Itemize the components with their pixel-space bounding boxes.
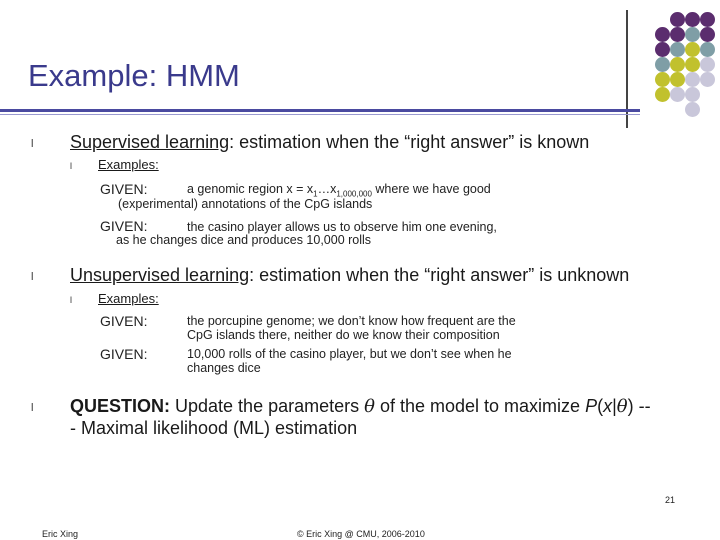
given1-sub1: 1	[313, 189, 318, 199]
slide-title: Example: HMM	[28, 58, 240, 93]
question-label: QUESTION:	[70, 396, 171, 416]
unsupervised-given1-line2: CpG islands there, neither do we know their composition	[187, 328, 500, 342]
decor-dot	[655, 27, 670, 42]
supervised-given1-line2: (experimental) annotations of the CpG islands	[118, 197, 373, 211]
decor-dot	[655, 72, 670, 87]
decor-dot	[670, 12, 685, 27]
bullet-dot-icon: l	[31, 271, 34, 283]
decor-dot	[655, 57, 670, 72]
supervised-given2-line2: as he changes dice and produces 10,000 rolls	[116, 233, 372, 247]
question-text-c: --	[633, 396, 651, 416]
decor-dot-grid	[640, 12, 716, 118]
decor-dot	[670, 87, 685, 102]
supervised-given2-label: GIVEN:	[100, 218, 148, 234]
unsupervised-given2-line2: changes dice	[187, 361, 261, 375]
question-line2: - Maximal likelihood (ML) estimation	[70, 418, 358, 438]
title-underline	[0, 109, 640, 112]
question-text-b: of the model to maximize	[374, 396, 586, 416]
paren-open: (	[597, 396, 604, 416]
unsupervised-given1-line1: the porcupine genome; we don’t know how frequent are the	[187, 314, 516, 328]
theta-symbol-2: θ	[616, 396, 628, 417]
unsupervised-given1-label: GIVEN:	[100, 313, 148, 329]
p-symbol: P	[585, 396, 598, 416]
decor-dot	[670, 72, 685, 87]
unsupervised-given2-label: GIVEN:	[100, 346, 148, 362]
supervised-term: Supervised learning	[70, 132, 230, 152]
unsupervised-given2-line1: 10,000 rolls of the casino player, but we don’t see when he	[187, 347, 512, 361]
decor-dot	[700, 72, 715, 87]
unsupervised-examples-label: Examples:	[98, 291, 159, 306]
decor-dot	[700, 42, 715, 57]
question-text-a: Update the parameters	[170, 396, 365, 416]
sub-bullet-dot-icon: l	[70, 295, 72, 305]
x-symbol: x	[603, 396, 613, 416]
decor-dot	[655, 42, 670, 57]
supervised-given2-text: the casino player allows us to observe him one evening,	[187, 220, 497, 234]
footer-copyright: © Eric Xing @ CMU, 2006-2010	[297, 529, 425, 539]
decor-dot	[670, 27, 685, 42]
bar-symbol: |	[612, 396, 617, 416]
decor-dot	[700, 57, 715, 72]
bullet-dot-icon: l	[31, 138, 34, 150]
decor-dot	[670, 42, 685, 57]
decor-dot	[685, 27, 700, 42]
decor-dot	[685, 12, 700, 27]
given1-text-a: a genomic region x = x	[187, 182, 314, 196]
question-line1	[70, 396, 651, 417]
given1-text-c: where we have good	[371, 182, 491, 196]
theta-symbol: θ	[364, 396, 375, 417]
given1-text-b: …x	[317, 182, 337, 196]
unsupervised-bullet	[70, 265, 629, 286]
footer-author: Eric Xing	[42, 529, 79, 539]
bullet-dot-icon: l	[31, 402, 34, 414]
decor-dot	[685, 42, 700, 57]
decor-dot	[685, 72, 700, 87]
unsupervised-rest: : estimation when the “right answer” is unknown	[249, 265, 630, 285]
decor-dot	[655, 87, 670, 102]
decor-dot	[700, 12, 715, 27]
decor-dot	[685, 87, 700, 102]
decor-dot	[670, 57, 685, 72]
page-number: 21	[665, 495, 676, 505]
decor-dot	[685, 57, 700, 72]
unsupervised-term: Unsupervised learning	[70, 265, 250, 285]
supervised-examples-label: Examples:	[98, 157, 159, 172]
title-underline-thin	[0, 114, 640, 115]
supervised-bullet	[70, 132, 589, 153]
sub-bullet-dot-icon: l	[70, 161, 72, 171]
supervised-given1-label: GIVEN:	[100, 181, 148, 197]
given1-sub2: 1,000,000	[336, 189, 372, 199]
decor-dot	[685, 102, 700, 117]
decor-dot	[700, 27, 715, 42]
paren-close: )	[627, 396, 634, 416]
supervised-rest: : estimation when the “right answer” is known	[229, 132, 590, 152]
